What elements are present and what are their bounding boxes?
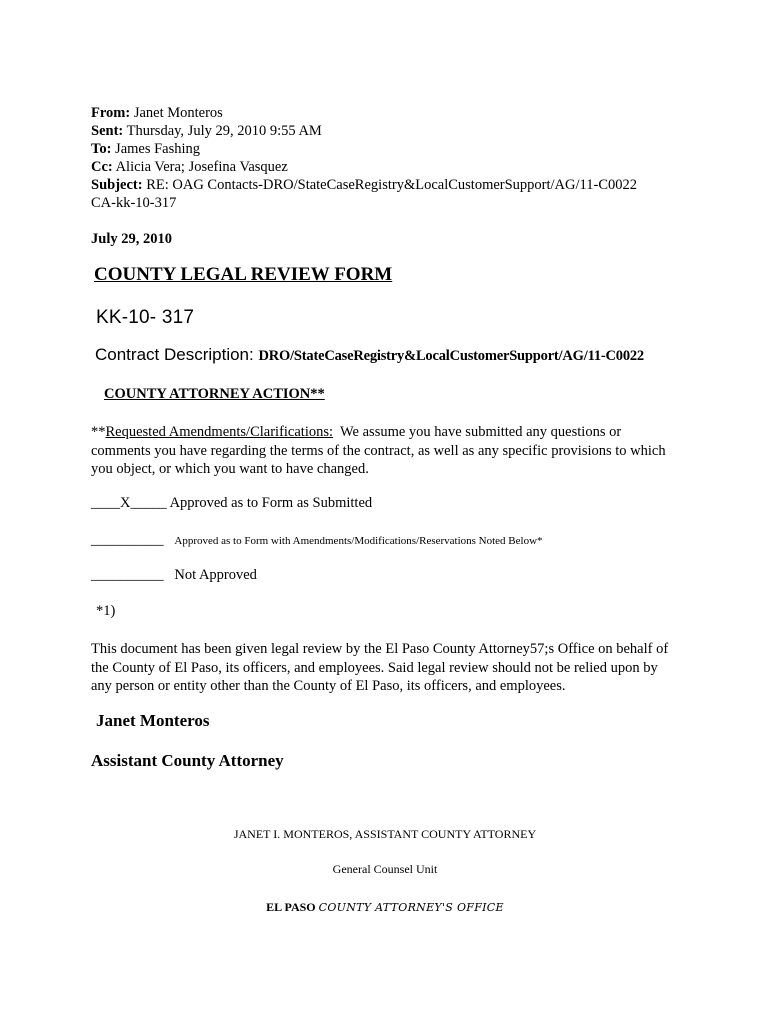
option-approved-blank: ____X_____ <box>91 495 167 511</box>
to-value: James Fashing <box>115 141 201 157</box>
option-not-approved-label: Not Approved <box>174 567 257 583</box>
note-marker: *1) <box>96 603 116 619</box>
signature-title: Assistant County Attorney <box>91 751 284 770</box>
cc-label: Cc: <box>91 159 113 175</box>
from-value: Janet Monteros <box>133 105 223 121</box>
action-heading: COUNTY ATTORNEY ACTION** <box>104 386 325 402</box>
option-approved <box>91 495 372 512</box>
document-date: July 29, 2010 <box>91 231 172 247</box>
option-not-approved-blank: __________ <box>91 567 164 583</box>
email-reference: CA-kk-10-317 <box>91 195 177 211</box>
contract-value: DRO/StateCaseRegistry&LocalCustomerSupport/AG/11-C0022 <box>258 348 644 364</box>
contract-label: Contract Description: <box>95 345 254 364</box>
footer-unit-line: General Counsel Unit <box>332 862 438 876</box>
subject-label: Subject: <box>91 177 143 193</box>
email-cc-line <box>91 158 288 176</box>
footer-office-line <box>0 900 770 915</box>
cc-value: Alicia Vera; Josefina Vasquez <box>115 159 288 175</box>
from-label: From: <box>91 105 131 121</box>
email-sent-line <box>91 122 322 140</box>
case-number: KK-10- 317 <box>96 307 195 328</box>
footer-office-script: COUNTY ATTORNEY'S OFFICE <box>318 901 504 914</box>
option-approved-label: Approved as to Form as Submitted <box>169 495 373 511</box>
to-label: To: <box>91 141 112 157</box>
sent-value: Thursday, July 29, 2010 9:55 AM <box>126 123 322 139</box>
email-from-line <box>91 104 223 122</box>
subject-value: RE: OAG Contacts-DRO/StateCaseRegistry&LocalCustomerSupport/AG/11-C0022 <box>146 177 637 193</box>
amend-text: We assume you have submitted any questions or comments you have regarding the terms of the contract, as well as any specific provisions to which you object, or which you want to have changed. <box>91 424 666 477</box>
signature-name: Janet Monteros <box>96 711 210 730</box>
amendments-paragraph <box>91 423 681 479</box>
option-amend-blank: __________ <box>91 532 164 548</box>
amend-label: Requested Amendments/Clarifications: <box>105 424 334 440</box>
amend-prefix: ** <box>91 424 106 440</box>
sent-label: Sent: <box>91 123 124 139</box>
footer-name-line: JANET I. MONTEROS, ASSISTANT COUNTY ATTORNEY <box>233 827 537 841</box>
disclaimer-paragraph: This document has been given legal review by the El Paso County Attorney57;s Office on behalf of the County of El Paso, its officers, and employees. Said legal review should not be relied upon by any person or entity other than the County of El Paso, its officers, and employees. <box>91 641 669 694</box>
form-title: COUNTY LEGAL REVIEW FORM <box>94 264 393 285</box>
option-not-approved <box>91 567 257 584</box>
footer-office-prefix: EL PASO <box>266 900 316 914</box>
option-approved-amendments <box>91 532 543 549</box>
email-subject-line <box>91 176 637 194</box>
option-amend-label: Approved as to Form with Amendments/Modifications/Reservations Noted Below* <box>174 535 543 547</box>
contract-description <box>95 345 644 365</box>
email-to-line <box>91 140 200 158</box>
